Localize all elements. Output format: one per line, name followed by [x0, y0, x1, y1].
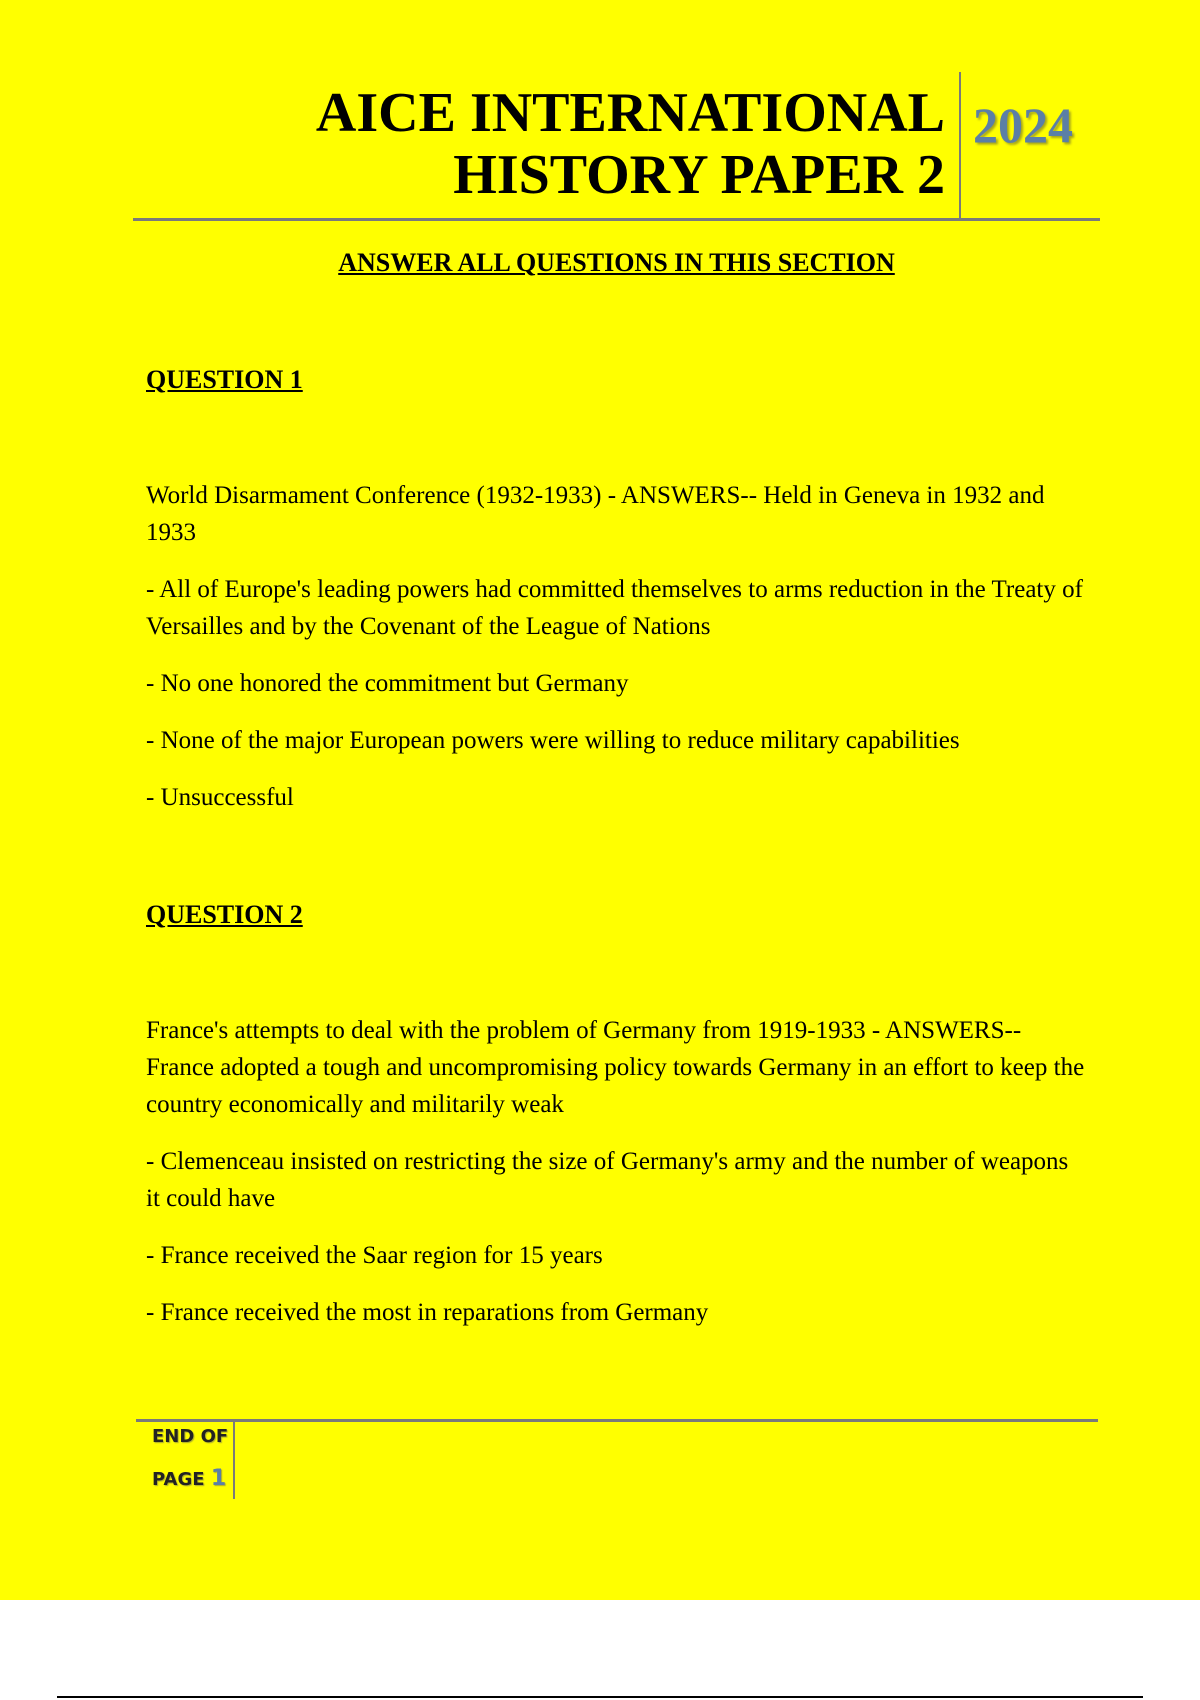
- question-1-answer: [146, 477, 1086, 836]
- question-2-heading: QUESTION 2: [146, 900, 303, 929]
- footer-divider: [233, 1421, 235, 1499]
- question-1-paragraph: - All of Europe's leading powers had committed themselves to arms reduction in the Treaty of Versailles and by the Covenant of the League of Nations: [146, 576, 1083, 640]
- title-rule: [133, 218, 1100, 221]
- document-title: [316, 82, 945, 206]
- section-instruction: ANSWER ALL QUESTIONS IN THIS SECTION: [338, 248, 895, 277]
- bottom-rule: [57, 1696, 1143, 1698]
- page-number: 1: [210, 1466, 227, 1491]
- end-of-label: END OF: [152, 1426, 229, 1447]
- question-1-paragraph: - None of the major European powers were willing to reduce military capabilities: [146, 727, 960, 754]
- question-2-paragraph: - France received the most in reparations from Germany: [146, 1299, 709, 1326]
- question-2-answer: [146, 1012, 1086, 1351]
- question-2-paragraph: - Clemenceau insisted on restricting the size of Germany's army and the number of weapons it could have: [146, 1148, 1069, 1212]
- question-1-paragraph: - No one honored the commitment but Germany: [146, 670, 629, 697]
- footer-rule: [136, 1419, 1098, 1422]
- question-2-paragraph: - France received the Saar region for 15 years: [146, 1242, 603, 1269]
- question-1-paragraph: - Unsuccessful: [146, 784, 294, 811]
- title-line-2: HISTORY PAPER 2: [453, 144, 945, 206]
- question-2-paragraph: France's attempts to deal with the problem of Germany from 1919-1933 - ANSWERS-- France adopted a tough and uncompromising policy towards Germany in an effort to keep the country economically and militarily weak: [146, 1017, 1085, 1118]
- page-word: PAGE: [152, 1469, 205, 1490]
- question-1-heading: QUESTION 1: [146, 365, 303, 394]
- year-label: 2024: [973, 97, 1073, 153]
- title-line-1: AICE INTERNATIONAL: [315, 82, 945, 144]
- title-block: [133, 72, 1100, 218]
- question-1-paragraph: World Disarmament Conference (1932-1933) - ANSWERS-- Held in Geneva in 1932 and 1933: [146, 482, 1045, 546]
- page-label: [152, 1466, 226, 1491]
- title-divider: [959, 72, 961, 218]
